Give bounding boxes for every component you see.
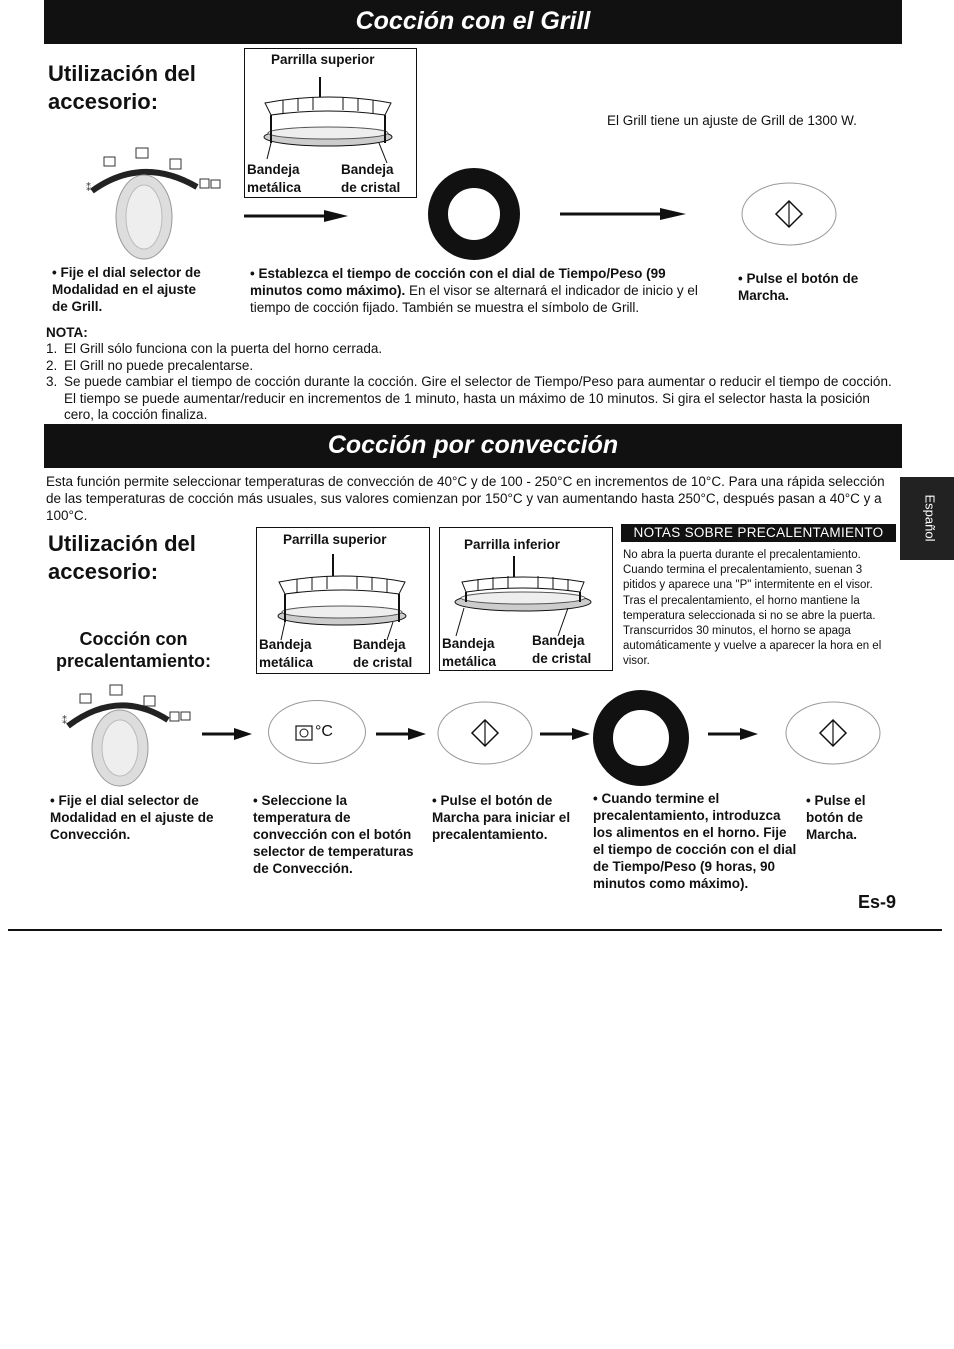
mode-dial-illustration xyxy=(58,682,198,787)
list-item: 2. El Grill no puede precalentarse. xyxy=(46,357,254,373)
grill-step-2: • Establezca el tiempo de cocción con el dial de Tiempo/Peso (99 minutos como máximo). En el visor se alternará el indicador de inicio y el tiempo de cocción fijado. También se muestra el símbolo de Grill. xyxy=(250,266,698,315)
convection-step-5: • Pulse el botón de Marcha. xyxy=(806,793,866,842)
start-button-icon xyxy=(784,700,882,766)
convection-step-3: • Pulse el botón de Marcha para iniciar el precalentamiento. xyxy=(432,793,571,842)
time-weight-dial xyxy=(593,690,689,786)
grill-step-1: • Fije el dial selector de Modalidad en el ajuste de Grill. xyxy=(52,265,201,314)
box-caption-top: Parrilla superior xyxy=(283,532,387,547)
arrow-right-icon xyxy=(708,727,758,741)
page-number: Es-9 xyxy=(858,892,897,912)
grill-accessory-box xyxy=(244,48,417,198)
grill-section-banner xyxy=(44,0,902,44)
temperature-unit: °C xyxy=(315,723,333,740)
grill-notes-list xyxy=(46,341,896,424)
box-caption-left: Bandeja metálica xyxy=(247,162,302,195)
preheat-notes-box xyxy=(617,524,900,674)
box-caption-top: Parrilla superior xyxy=(271,52,375,67)
note-label: NOTA: xyxy=(46,325,88,340)
arrow-right-icon xyxy=(560,206,686,222)
grill-accessory-heading: Utilización del accesorio: xyxy=(48,61,196,114)
preheat-heading: Cocción con precalentamiento: xyxy=(55,629,212,671)
rack-and-tray-illustration xyxy=(253,71,403,167)
temperature-select-button xyxy=(268,700,366,764)
list-item: 3. Se puede cambiar el tiempo de cocción durante la cocción. Gire el selector de Tiempo/Peso para aumentar o reducir el tiempo de cocción. El tiempo se puede aumentar/reducir en incrementos de 1 minuto, hasta un máximo de 10 minutos. Si gira el selector hasta la posición cero, la cocción finaliza. xyxy=(46,374,892,422)
convection-intro: Esta función permite seleccionar temperaturas de convección de 40°C y de 100 - 250°C en incrementos de 10°C. Para una rápida selección de las temperaturas de cocción más usuales, sus valores comienzan por 150°C y van aumentando hasta 250°C, después pasan a 40°C y a 100°C. xyxy=(46,474,885,523)
time-weight-dial xyxy=(428,168,520,260)
arrow-right-icon xyxy=(244,208,348,224)
grill-power-text: El Grill tiene un ajuste de Grill de 1300 W. xyxy=(607,113,857,128)
grill-step-3: • Pulse el botón de Marcha. xyxy=(738,271,859,303)
box-caption-left: Bandeja metálica xyxy=(259,637,314,670)
convection-step-2: • Seleccione la temperatura de convección con el botón selector de temperaturas de Convección. xyxy=(253,793,414,876)
svg-text:⁑: ⁑ xyxy=(62,716,67,727)
language-side-tab: Español xyxy=(900,477,954,560)
convection-section-banner xyxy=(44,424,902,468)
convection-section-title: Cocción por convección xyxy=(327,431,619,459)
preheat-notes-text: No abra la puerta durante el precalentamiento. Cuando termina el precalentamiento, suenan 3 pitidos y aparece una "P" intermitente en el visor. Tras el precalentamiento, el horno mantiene la temperatura seleccionada si no se abre la puerta. Transcurridos 30 minutos, el horno se apaga automáticamente y vuelve a aparecer la hora en el visor. xyxy=(623,549,882,668)
convection-step-4: • Cuando termine el precalentamiento, introduzca los alimentos en el horno. Fije el tiempo de cocción con el dial de Tiempo/Peso (9 horas, 90 minutos como máximo). xyxy=(593,791,797,891)
list-item: 1. El Grill sólo funciona con la puerta del horno cerrada. xyxy=(46,341,383,356)
box-caption-top: Parrilla inferior xyxy=(464,537,561,552)
box-caption-right: Bandeja de cristal xyxy=(353,637,413,670)
convection-accessory-heading: Utilización del accesorio: xyxy=(48,531,196,584)
preheat-notes-title: NOTAS SOBRE PRECALENTAMIENTO xyxy=(621,524,896,542)
convection-step-1: • Fije el dial selector de Modalidad en el ajuste de Convección. xyxy=(50,793,214,842)
arrow-right-icon xyxy=(376,727,426,741)
box-caption-left: Bandeja metálica xyxy=(442,636,497,669)
mode-dial-illustration xyxy=(82,145,222,260)
convection-fan-icon xyxy=(295,725,313,741)
arrow-right-icon xyxy=(202,727,252,741)
box-caption-right: Bandeja de cristal xyxy=(532,633,592,666)
grill-section-title: Cocción con el Grill xyxy=(355,7,591,35)
start-button-icon xyxy=(740,181,838,247)
arrow-right-icon xyxy=(540,727,590,741)
start-button-icon xyxy=(436,700,534,766)
rack-and-tray-illustration xyxy=(448,556,598,638)
box-caption-right: Bandeja de cristal xyxy=(341,162,401,195)
rack-and-tray-illustration xyxy=(267,550,417,642)
convection-lower-rack-box xyxy=(439,527,613,671)
convection-upper-rack-box xyxy=(256,527,430,674)
svg-text:⁑: ⁑ xyxy=(86,183,91,194)
footer-divider xyxy=(8,929,942,931)
